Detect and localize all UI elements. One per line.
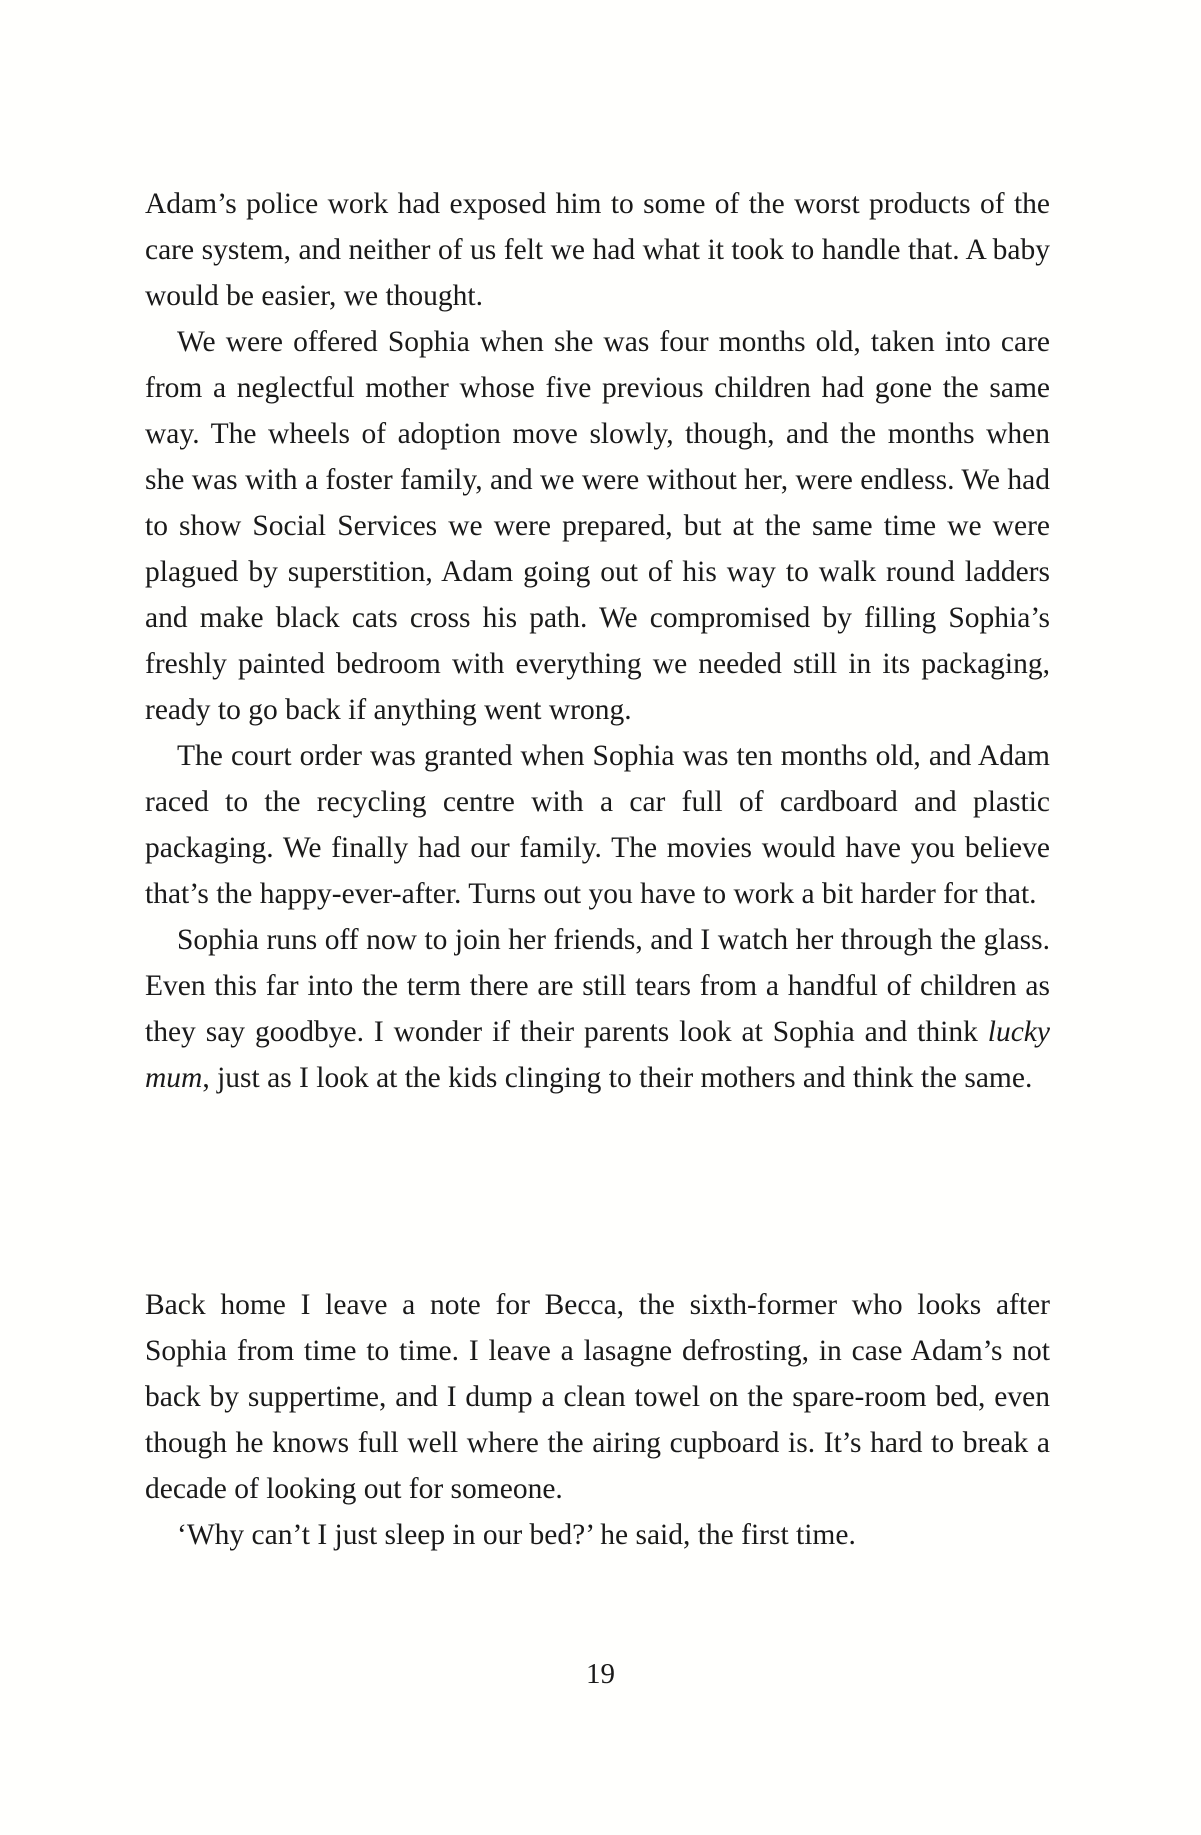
paragraph-text-before-emphasis: Sophia runs off now to join her friends, and I watch her through the glass. Even this far into the term there are still tears from a handful of children as they say goodbye. I wonder if their parents look at Sophia and think — [145, 924, 1050, 1048]
emphasis-lucky-mum: lucky mum — [145, 1016, 1050, 1094]
paragraph-sophia-runs-off — [145, 917, 1050, 1101]
paragraph-back-home: Back home I leave a note for Becca, the sixth-former who looks after Sophia from time to time. I leave a lasagne defrosting, in case Adam’s not back by suppertime, and I dump a clean towel on the spare-room bed, even though he knows full well where the airing cupboard is. It’s hard to break a decade of looking out for someone. — [145, 1289, 1050, 1505]
paragraph-text-after-emphasis: , just as I look at the kids clinging to their mothers and think the same. — [202, 1062, 1033, 1094]
page-number: 19 — [586, 1658, 615, 1690]
paragraph-offered-sophia: We were offered Sophia when she was four months old, taken into care from a neglectful mother whose five previous children had gone the same way. The wheels of adoption move slowly, though, and the months when she was with a foster family, and we were without her, were endless. We had to show Social Services we were prepared, but at the same time we were plagued by superstition, Adam going out of his way to walk round ladders and make black cats cross his path. We compromised by filling Sophia’s freshly painted bedroom with everything we needed still in its packaging, ready to go back if anything went wrong. — [145, 326, 1050, 726]
text-section-one — [145, 181, 1050, 1101]
paragraph-court-order: The court order was granted when Sophia was ten months old, and Adam raced to the recycling centre with a car full of cardboard and plastic packaging. We finally had our family. The movies would have you believe that’s the happy-ever-after. Turns out you have to work a bit harder for that. — [145, 740, 1050, 910]
paragraph-adam-police-work: Adam’s police work had exposed him to some of the worst products of the care system, and neither of us felt we had what it took to handle that. A baby would be easier, we thought. — [145, 188, 1050, 312]
text-section-two — [145, 1282, 1050, 1558]
paragraph-why-cant-i-sleep: ‘Why can’t I just sleep in our bed?’ he said, the first time. — [177, 1519, 856, 1551]
